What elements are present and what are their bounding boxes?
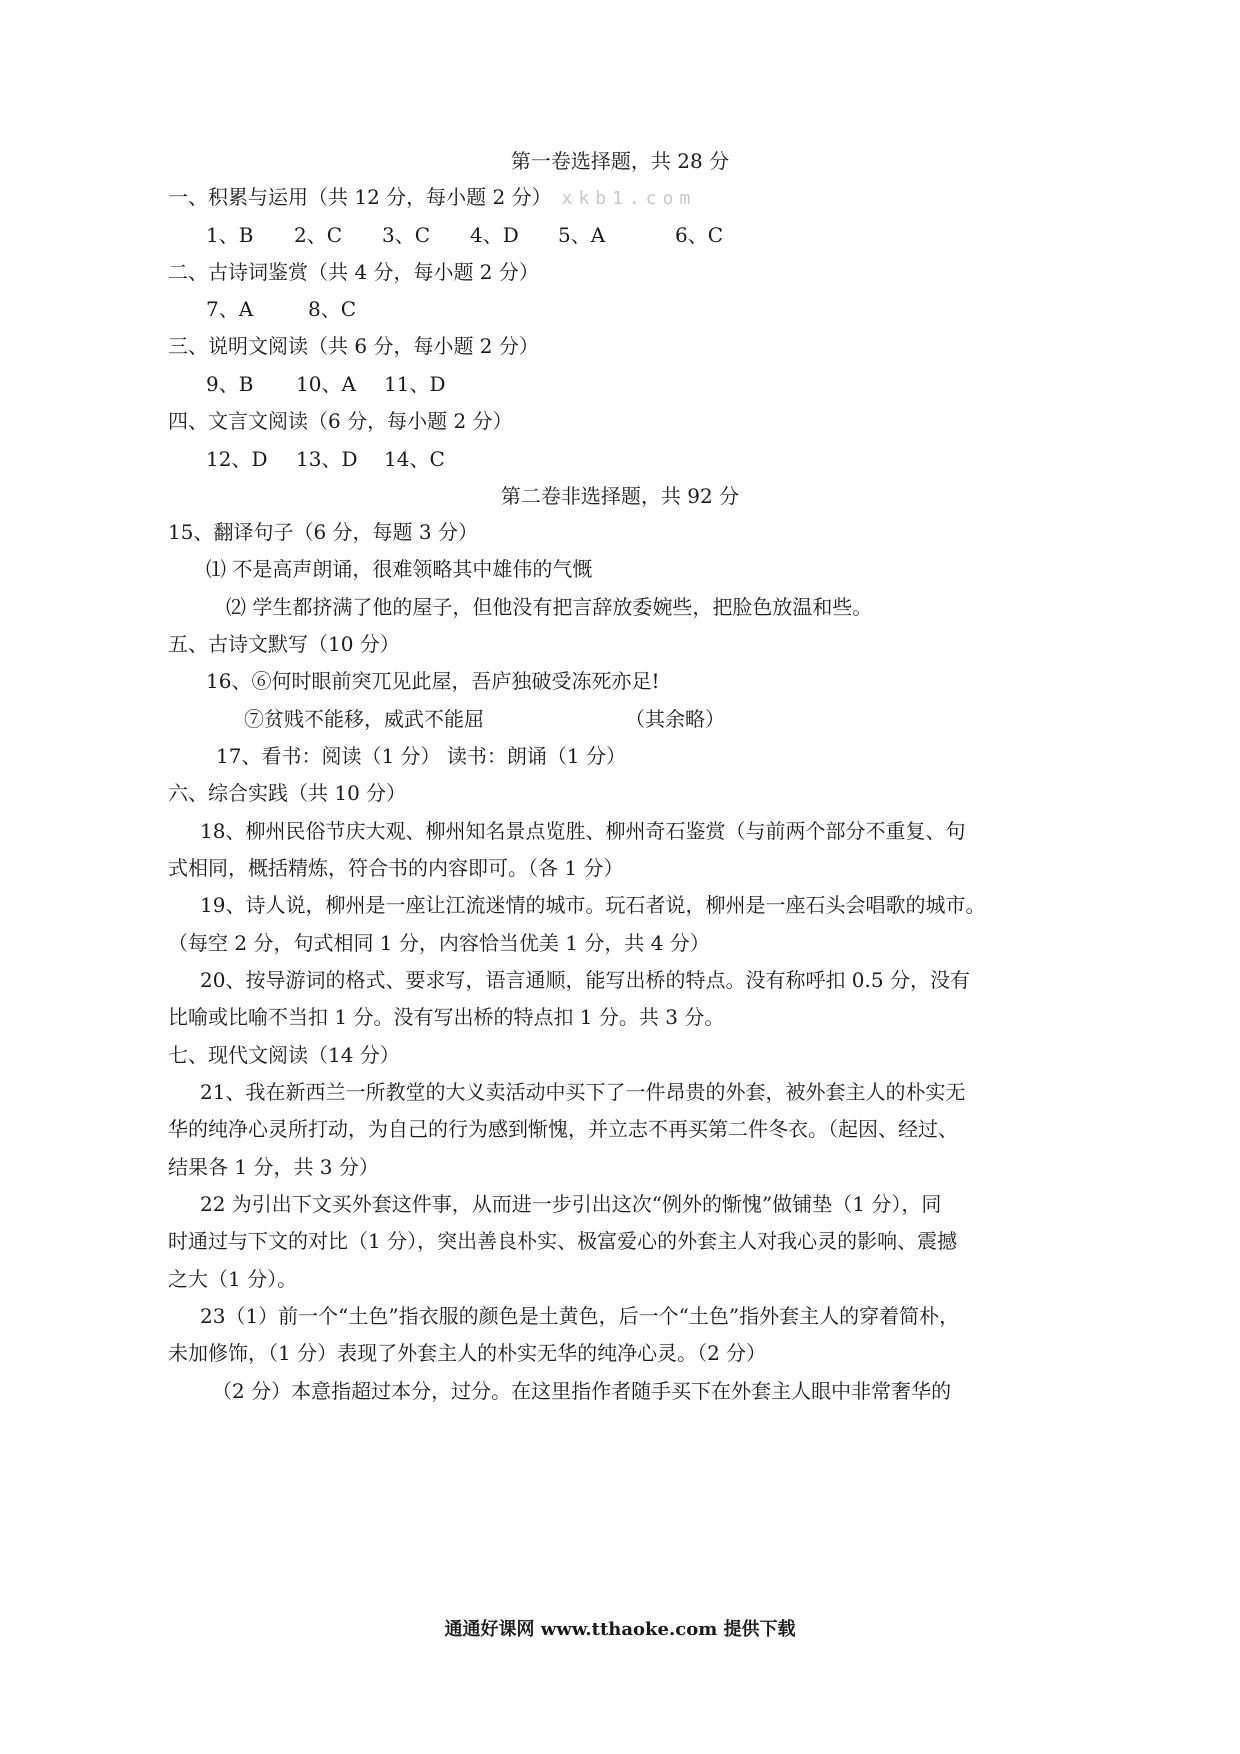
- answer-12: 12、D: [206, 447, 268, 471]
- answer-4: 4、D: [470, 223, 519, 247]
- q21-line-3: 结果各 1 分，共 3 分）: [168, 1155, 379, 1179]
- q18-line-1: 18、柳州民俗节庆大观、柳州知名景点览胜、柳州奇石鉴赏（与前两个部分不重复、句: [200, 819, 966, 843]
- section3-heading: 三、说明文阅读（共 6 分，每小题 2 分）: [168, 334, 539, 358]
- q23-line-1: 23（1）前一个“土色”指衣服的颜色是土黄色，后一个“土色”指外套主人的穿着简朴，: [200, 1304, 960, 1328]
- answer-13: 13、D: [296, 447, 358, 471]
- q15-answer-1: ⑴ 不是高声朗诵，很难领略其中雄伟的气慨: [206, 557, 593, 581]
- answer-9: 9、B: [206, 372, 254, 396]
- q23-line-3: （2 分）本意指超过本分，过分。在这里指作者随手买下在外套主人眼中非常奢华的: [212, 1379, 952, 1403]
- q15-heading: 15、翻译句子（6 分，每题 3 分）: [168, 520, 478, 544]
- q16-note: （其余略）: [625, 707, 725, 731]
- answer-1: 1、B: [206, 223, 254, 247]
- section1-heading: [168, 183, 696, 213]
- part2-title: 第二卷非选择题，共 92 分: [500, 484, 740, 508]
- q22-line-2: 时通过与下文的对比（1 分），突出善良朴实、极富爱心的外套主人对我心灵的影响、震撼: [168, 1229, 958, 1253]
- q19-line-2: （每空 2 分，句式相同 1 分，内容恰当优美 1 分，共 4 分）: [168, 931, 710, 955]
- section5-heading: 五、古诗文默写（10 分）: [168, 632, 400, 656]
- q22-line-1: 22 为引出下文买外套这件事，从而进一步引出这次“例外的惭愧”做铺垫（1 分），同: [200, 1192, 942, 1216]
- q15-answer-2: ⑵ 学生都挤满了他的屋子，但他没有把言辞放委婉些，把脸色放温和些。: [226, 595, 873, 619]
- q16-answer-a: 16、⑥何时眼前突兀见此屋，吾庐独破受冻死亦足!: [206, 669, 660, 693]
- answer-11: 11、D: [384, 372, 446, 396]
- answer-6: 6、C: [675, 223, 724, 247]
- q22-line-3: 之大（1 分）。: [168, 1267, 298, 1291]
- section1-heading-text: 一、积累与运用（共 12 分，每小题 2 分）: [168, 185, 552, 209]
- answer-10: 10、A: [296, 372, 356, 396]
- q20-line-2: 比喻或比喻不当扣 1 分。没有写出桥的特点扣 1 分。共 3 分。: [168, 1005, 725, 1029]
- answer-5: 5、A: [558, 223, 606, 247]
- answer-8: 8、C: [308, 297, 357, 321]
- q18-line-2: 式相同，概括精炼，符合书的内容即可。（各 1 分）: [168, 856, 624, 880]
- page-footer: 通通好课网 www.tthaoke.com 提供下载: [444, 1619, 796, 1640]
- answer-2: 2、C: [294, 223, 343, 247]
- answer-3: 3、C: [382, 223, 431, 247]
- answer-7: 7、A: [206, 297, 254, 321]
- section6-heading: 六、综合实践（共 10 分）: [168, 781, 407, 805]
- q20-line-1: 20、按导游词的格式、要求写，语言通顺，能写出桥的特点。没有称呼扣 0.5 分，没有: [200, 968, 970, 992]
- q21-line-1: 21、我在新西兰一所教堂的大义卖活动中买下了一件昂贵的外套，被外套主人的朴实无: [200, 1080, 966, 1104]
- section7-heading: 七、现代文阅读（14 分）: [168, 1043, 400, 1067]
- q17-answer: 17、看书：阅读（1 分） 读书：朗诵（1 分）: [216, 744, 626, 768]
- q21-line-2: 华的纯净心灵所打动，为自己的行为感到惭愧，并立志不再买第二件冬衣。（起因、经过、: [168, 1117, 958, 1141]
- q16-answer-b: ⑦贫贱不能移，威武不能屈: [244, 707, 484, 731]
- section4-heading: 四、文言文阅读（6 分，每小题 2 分）: [168, 409, 513, 433]
- part1-title: 第一卷选择题，共 28 分: [510, 149, 730, 173]
- q19-line-1: 19、诗人说，柳州是一座让江流迷情的城市。玩石者说，柳州是一座石头会唱歌的城市。: [200, 893, 986, 917]
- section2-heading: 二、古诗词鉴赏（共 4 分，每小题 2 分）: [168, 260, 539, 284]
- answer-14: 14、C: [384, 447, 445, 471]
- watermark-text: xkb1.com: [561, 188, 697, 209]
- q23-line-2: 未加修饰，（1 分）表现了外套主人的朴实无华的纯净心灵。（2 分）: [168, 1341, 767, 1365]
